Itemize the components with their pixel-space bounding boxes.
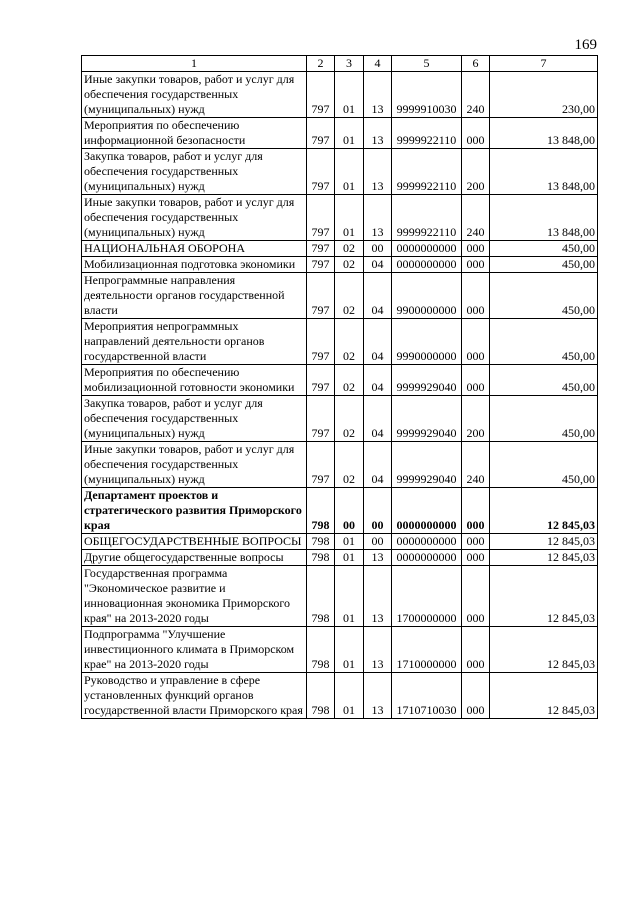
row-expense-type: 240 (462, 195, 490, 241)
row-section-code: 02 (335, 396, 364, 442)
row-expense-type: 000 (462, 627, 490, 673)
row-name: Закупка товаров, работ и услуг для обеспечения государственных (муниципальных) нужд (82, 396, 307, 442)
row-expense-type: 240 (462, 72, 490, 118)
row-expense-type: 000 (462, 673, 490, 719)
table-row (82, 488, 598, 534)
table-row (82, 118, 598, 149)
row-department-code: 797 (307, 72, 335, 118)
row-amount: 12 845,03 (490, 550, 598, 566)
table-row (82, 442, 598, 488)
row-amount: 450,00 (490, 365, 598, 396)
row-section-code: 00 (335, 488, 364, 534)
table-row (82, 534, 598, 550)
row-subsection-code: 13 (364, 72, 392, 118)
row-target-article: 1710710030 (392, 673, 462, 719)
row-section-code: 01 (335, 566, 364, 627)
row-target-article: 1700000000 (392, 566, 462, 627)
row-target-article: 9999922110 (392, 149, 462, 195)
header-cell-1: 1 (82, 56, 307, 72)
budget-table (81, 55, 598, 719)
row-expense-type: 200 (462, 149, 490, 195)
row-target-article: 9999929040 (392, 365, 462, 396)
row-department-code: 797 (307, 195, 335, 241)
row-amount: 450,00 (490, 396, 598, 442)
row-section-code: 01 (335, 195, 364, 241)
row-subsection-code: 13 (364, 149, 392, 195)
header-cell-7: 7 (490, 56, 598, 72)
row-section-code: 01 (335, 72, 364, 118)
header-cell-4: 4 (364, 56, 392, 72)
table-row (82, 627, 598, 673)
row-expense-type: 000 (462, 118, 490, 149)
row-amount: 13 848,00 (490, 149, 598, 195)
row-amount: 450,00 (490, 241, 598, 257)
table-row (82, 241, 598, 257)
row-expense-type: 000 (462, 365, 490, 396)
row-department-code: 797 (307, 365, 335, 396)
row-target-article: 9999922110 (392, 118, 462, 149)
row-name: Мероприятия по обеспечению информационной безопасности (82, 118, 307, 149)
row-expense-type: 000 (462, 566, 490, 627)
row-department-code: 798 (307, 550, 335, 566)
row-amount: 230,00 (490, 72, 598, 118)
row-department-code: 797 (307, 442, 335, 488)
row-expense-type: 240 (462, 442, 490, 488)
row-name: Иные закупки товаров, работ и услуг для обеспечения государственных (муниципальных) нужд (82, 72, 307, 118)
row-section-code: 02 (335, 442, 364, 488)
table-row (82, 257, 598, 273)
row-subsection-code: 13 (364, 566, 392, 627)
row-subsection-code: 04 (364, 257, 392, 273)
row-amount: 450,00 (490, 273, 598, 319)
row-amount: 450,00 (490, 442, 598, 488)
row-section-code: 01 (335, 149, 364, 195)
row-subsection-code: 00 (364, 241, 392, 257)
row-name: Иные закупки товаров, работ и услуг для обеспечения государственных (муниципальных) нужд (82, 442, 307, 488)
header-cell-3: 3 (335, 56, 364, 72)
row-expense-type: 000 (462, 273, 490, 319)
row-target-article: 0000000000 (392, 550, 462, 566)
header-cell-6: 6 (462, 56, 490, 72)
table-row (82, 319, 598, 365)
table-row (82, 72, 598, 118)
header-cell-5: 5 (392, 56, 462, 72)
row-section-code: 02 (335, 273, 364, 319)
table-row (82, 273, 598, 319)
row-section-code: 01 (335, 627, 364, 673)
row-section-code: 01 (335, 550, 364, 566)
row-subsection-code: 13 (364, 673, 392, 719)
table-row (82, 396, 598, 442)
row-expense-type: 000 (462, 319, 490, 365)
row-expense-type: 000 (462, 257, 490, 273)
row-amount: 450,00 (490, 257, 598, 273)
row-subsection-code: 04 (364, 365, 392, 396)
table-row (82, 195, 598, 241)
row-name: НАЦИОНАЛЬНАЯ ОБОРОНА (82, 241, 307, 257)
row-target-article: 9999929040 (392, 396, 462, 442)
row-amount: 12 845,03 (490, 566, 598, 627)
row-subsection-code: 13 (364, 550, 392, 566)
row-section-code: 01 (335, 118, 364, 149)
row-target-article: 9990000000 (392, 319, 462, 365)
row-department-code: 798 (307, 534, 335, 550)
row-expense-type: 000 (462, 488, 490, 534)
row-name: Руководство и управление в сфере установленных функций органов государственной власти Приморского края (82, 673, 307, 719)
row-subsection-code: 13 (364, 195, 392, 241)
row-section-code: 02 (335, 319, 364, 365)
row-amount: 13 848,00 (490, 118, 598, 149)
page-number: 169 (574, 37, 597, 53)
table-row (82, 550, 598, 566)
row-department-code: 798 (307, 488, 335, 534)
row-name: Непрограммные направления деятельности органов государственной власти (82, 273, 307, 319)
row-amount: 12 845,03 (490, 673, 598, 719)
row-target-article: 9999922110 (392, 195, 462, 241)
row-department-code: 797 (307, 118, 335, 149)
row-amount: 13 848,00 (490, 195, 598, 241)
row-name: Департамент проектов и стратегического развития Приморского края (82, 488, 307, 534)
table-row (82, 566, 598, 627)
row-target-article: 0000000000 (392, 257, 462, 273)
header-cell-2: 2 (307, 56, 335, 72)
row-target-article: 9999910030 (392, 72, 462, 118)
row-expense-type: 000 (462, 550, 490, 566)
row-subsection-code: 04 (364, 396, 392, 442)
row-subsection-code: 00 (364, 534, 392, 550)
row-name: Другие общегосударственные вопросы (82, 550, 307, 566)
row-name: Мероприятия по обеспечению мобилизационной готовности экономики (82, 365, 307, 396)
row-name: Закупка товаров, работ и услуг для обеспечения государственных (муниципальных) нужд (82, 149, 307, 195)
row-department-code: 798 (307, 566, 335, 627)
table-row (82, 365, 598, 396)
row-expense-type: 000 (462, 241, 490, 257)
row-amount: 12 845,03 (490, 627, 598, 673)
table-row (82, 149, 598, 195)
row-name: Иные закупки товаров, работ и услуг для обеспечения государственных (муниципальных) нужд (82, 195, 307, 241)
row-department-code: 797 (307, 241, 335, 257)
row-amount: 450,00 (490, 319, 598, 365)
row-section-code: 02 (335, 257, 364, 273)
row-name: Подпрограмма "Улучшение инвестиционного климата в Приморском крае" на 2013-2020 годы (82, 627, 307, 673)
row-target-article: 0000000000 (392, 488, 462, 534)
row-target-article: 1710000000 (392, 627, 462, 673)
row-subsection-code: 04 (364, 319, 392, 365)
row-name: ОБЩЕГОСУДАРСТВЕННЫЕ ВОПРОСЫ (82, 534, 307, 550)
row-name: Государственная программа "Экономическое развитие и инновационная экономика Приморского края" на 2013-2020 годы (82, 566, 307, 627)
row-department-code: 797 (307, 149, 335, 195)
row-section-code: 01 (335, 673, 364, 719)
row-subsection-code: 13 (364, 118, 392, 149)
row-department-code: 797 (307, 273, 335, 319)
row-subsection-code: 04 (364, 273, 392, 319)
header-row (82, 56, 598, 72)
row-department-code: 797 (307, 257, 335, 273)
row-amount: 12 845,03 (490, 488, 598, 534)
row-section-code: 02 (335, 365, 364, 396)
row-name: Мероприятия непрограммных направлений деятельности органов государственной власти (82, 319, 307, 365)
row-target-article: 9999929040 (392, 442, 462, 488)
row-subsection-code: 13 (364, 627, 392, 673)
row-subsection-code: 00 (364, 488, 392, 534)
row-department-code: 797 (307, 319, 335, 365)
row-name: Мобилизационная подготовка экономики (82, 257, 307, 273)
row-subsection-code: 04 (364, 442, 392, 488)
row-department-code: 798 (307, 627, 335, 673)
row-target-article: 9900000000 (392, 273, 462, 319)
row-section-code: 01 (335, 534, 364, 550)
row-target-article: 0000000000 (392, 241, 462, 257)
row-target-article: 0000000000 (392, 534, 462, 550)
row-expense-type: 200 (462, 396, 490, 442)
table-body (82, 72, 598, 719)
row-department-code: 797 (307, 396, 335, 442)
row-section-code: 02 (335, 241, 364, 257)
row-amount: 12 845,03 (490, 534, 598, 550)
row-department-code: 798 (307, 673, 335, 719)
table-row (82, 673, 598, 719)
row-expense-type: 000 (462, 534, 490, 550)
